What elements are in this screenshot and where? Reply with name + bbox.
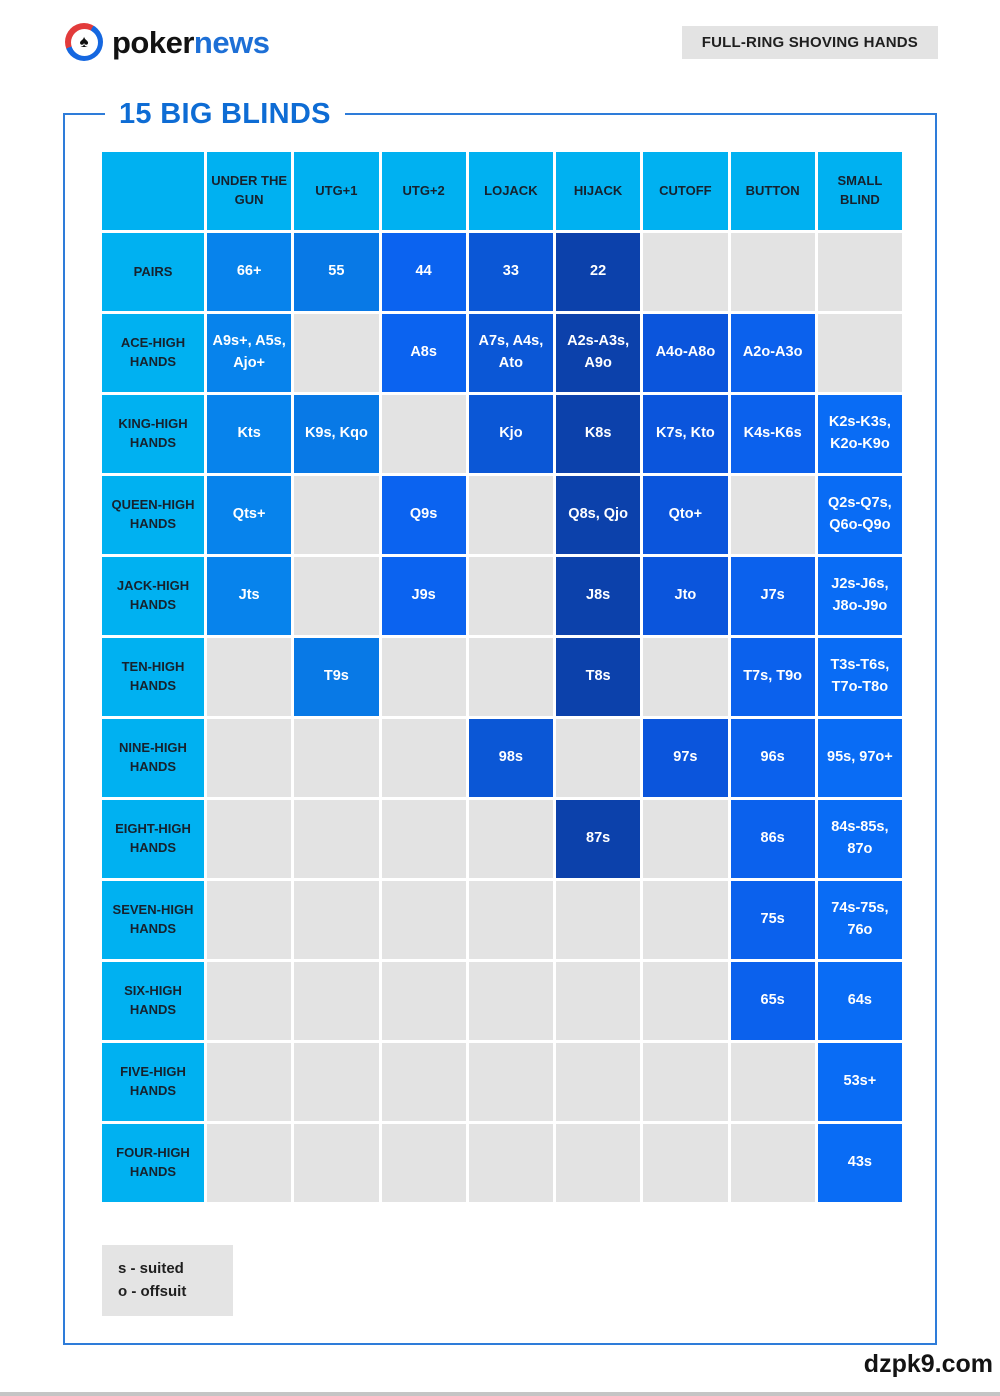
range-cell: K9s, Kqo (294, 395, 378, 473)
empty-cell (643, 881, 727, 959)
empty-cell (382, 962, 466, 1040)
range-cell: A9s+, A5s, Ajo+ (207, 314, 291, 392)
row-label: JACK-HIGH HANDS (102, 557, 204, 635)
empty-cell (643, 800, 727, 878)
empty-cell (643, 638, 727, 716)
row-label: FIVE-HIGH HANDS (102, 1043, 204, 1121)
empty-cell (643, 1043, 727, 1121)
empty-cell (294, 314, 378, 392)
range-cell: K4s-K6s (731, 395, 815, 473)
range-cell: K8s (556, 395, 640, 473)
row-label: FOUR-HIGH HANDS (102, 1124, 204, 1202)
row-label: SEVEN-HIGH HANDS (102, 881, 204, 959)
range-cell: A4o-A8o (643, 314, 727, 392)
row-label: NINE-HIGH HANDS (102, 719, 204, 797)
range-cell: 22 (556, 233, 640, 311)
empty-cell (556, 1124, 640, 1202)
column-header-1: UNDER THE GUN (207, 152, 291, 230)
empty-cell (469, 962, 553, 1040)
empty-cell (382, 800, 466, 878)
range-cell: Jto (643, 557, 727, 635)
range-cell: A2s-A3s, A9o (556, 314, 640, 392)
empty-cell (469, 881, 553, 959)
row-label: EIGHT-HIGH HANDS (102, 800, 204, 878)
empty-cell (556, 1043, 640, 1121)
range-cell: Kjo (469, 395, 553, 473)
empty-cell (382, 1043, 466, 1121)
range-cell: 96s (731, 719, 815, 797)
empty-cell (469, 638, 553, 716)
legend-box (102, 1245, 233, 1316)
empty-cell (469, 800, 553, 878)
range-cell: T7s, T9o (731, 638, 815, 716)
range-cell: J8s (556, 557, 640, 635)
content-frame (63, 98, 937, 1345)
range-cell: 86s (731, 800, 815, 878)
column-header-8: SMALL BLIND (818, 152, 902, 230)
watermark: dzpk9.com (863, 1350, 993, 1378)
chart-type-badge: FULL-RING SHOVING HANDS (682, 26, 938, 59)
top-bar (65, 22, 938, 62)
empty-cell (294, 800, 378, 878)
empty-cell (294, 719, 378, 797)
legend-suited: s - suited (118, 1260, 184, 1277)
range-cell: 84s-85s, 87o (818, 800, 902, 878)
row-label: SIX-HIGH HANDS (102, 962, 204, 1040)
empty-cell (382, 638, 466, 716)
empty-cell (207, 719, 291, 797)
logo-word-news: news (193, 24, 270, 60)
column-header-6: CUTOFF (643, 152, 727, 230)
range-cell: 53s+ (818, 1043, 902, 1121)
empty-cell (469, 1124, 553, 1202)
row-label: ACE-HIGH HANDS (102, 314, 204, 392)
range-cell: 65s (731, 962, 815, 1040)
empty-cell (469, 476, 553, 554)
range-cell: 87s (556, 800, 640, 878)
column-header-4: LOJACK (469, 152, 553, 230)
logo-wordmark (112, 24, 270, 60)
empty-cell (556, 962, 640, 1040)
empty-cell (294, 962, 378, 1040)
empty-cell (556, 881, 640, 959)
range-cell: 66+ (207, 233, 291, 311)
range-cell: 97s (643, 719, 727, 797)
column-header-5: HIJACK (556, 152, 640, 230)
empty-cell (207, 1124, 291, 1202)
empty-cell (818, 314, 902, 392)
range-cell: 74s-75s, 76o (818, 881, 902, 959)
range-cell: K2s-K3s, K2o-K9o (818, 395, 902, 473)
row-label: QUEEN-HIGH HANDS (102, 476, 204, 554)
empty-cell (382, 881, 466, 959)
pokernews-spade-icon (65, 23, 103, 61)
column-header-3: UTG+2 (382, 152, 466, 230)
row-label: PAIRS (102, 233, 204, 311)
empty-cell (207, 962, 291, 1040)
range-cell: Kts (207, 395, 291, 473)
empty-cell (643, 233, 727, 311)
pokernews-logo (65, 23, 269, 61)
range-cell: 55 (294, 233, 378, 311)
column-header-7: BUTTON (731, 152, 815, 230)
range-cell: Q8s, Qjo (556, 476, 640, 554)
range-cell: T3s-T6s, T7o-T8o (818, 638, 902, 716)
empty-cell (294, 557, 378, 635)
range-cell: A2o-A3o (731, 314, 815, 392)
range-cell: 44 (382, 233, 466, 311)
empty-cell (294, 881, 378, 959)
empty-cell (294, 476, 378, 554)
range-cell: Q9s (382, 476, 466, 554)
range-cell: 33 (469, 233, 553, 311)
shoving-table (102, 152, 902, 1202)
empty-cell (556, 719, 640, 797)
range-cell: Qto+ (643, 476, 727, 554)
empty-cell (382, 1124, 466, 1202)
page-title: 15 BIG BLINDS (105, 94, 345, 134)
range-cell: J9s (382, 557, 466, 635)
range-cell: Jts (207, 557, 291, 635)
row-label: KING-HIGH HANDS (102, 395, 204, 473)
empty-cell (294, 1124, 378, 1202)
empty-cell (643, 962, 727, 1040)
range-cell: J2s-J6s, J8o-J9o (818, 557, 902, 635)
empty-cell (207, 881, 291, 959)
empty-cell (643, 1124, 727, 1202)
empty-cell (731, 1124, 815, 1202)
empty-cell (818, 233, 902, 311)
range-cell: 95s, 97o+ (818, 719, 902, 797)
empty-cell (731, 476, 815, 554)
range-cell: 75s (731, 881, 815, 959)
empty-cell (731, 233, 815, 311)
empty-cell (382, 395, 466, 473)
range-cell: K7s, Kto (643, 395, 727, 473)
logo-word-poker: poker (112, 24, 194, 60)
range-cell: A8s (382, 314, 466, 392)
range-cell: 64s (818, 962, 902, 1040)
empty-cell (469, 557, 553, 635)
empty-cell (207, 638, 291, 716)
bottom-strip (0, 1392, 1000, 1396)
range-cell: T9s (294, 638, 378, 716)
range-cell: A7s, A4s, Ato (469, 314, 553, 392)
row-label: TEN-HIGH HANDS (102, 638, 204, 716)
spade-glyph: ♠ (79, 31, 89, 51)
empty-cell (382, 719, 466, 797)
empty-cell (731, 1043, 815, 1121)
column-header-2: UTG+1 (294, 152, 378, 230)
empty-cell (207, 800, 291, 878)
table-corner-cell (102, 152, 204, 230)
range-cell: T8s (556, 638, 640, 716)
empty-cell (207, 1043, 291, 1121)
range-cell: Q2s-Q7s, Q6o-Q9o (818, 476, 902, 554)
range-cell: J7s (731, 557, 815, 635)
range-cell: 98s (469, 719, 553, 797)
legend-offsuit: o - offsuit (118, 1283, 187, 1301)
range-cell: 43s (818, 1124, 902, 1202)
empty-cell (469, 1043, 553, 1121)
empty-cell (294, 1043, 378, 1121)
range-cell: Qts+ (207, 476, 291, 554)
